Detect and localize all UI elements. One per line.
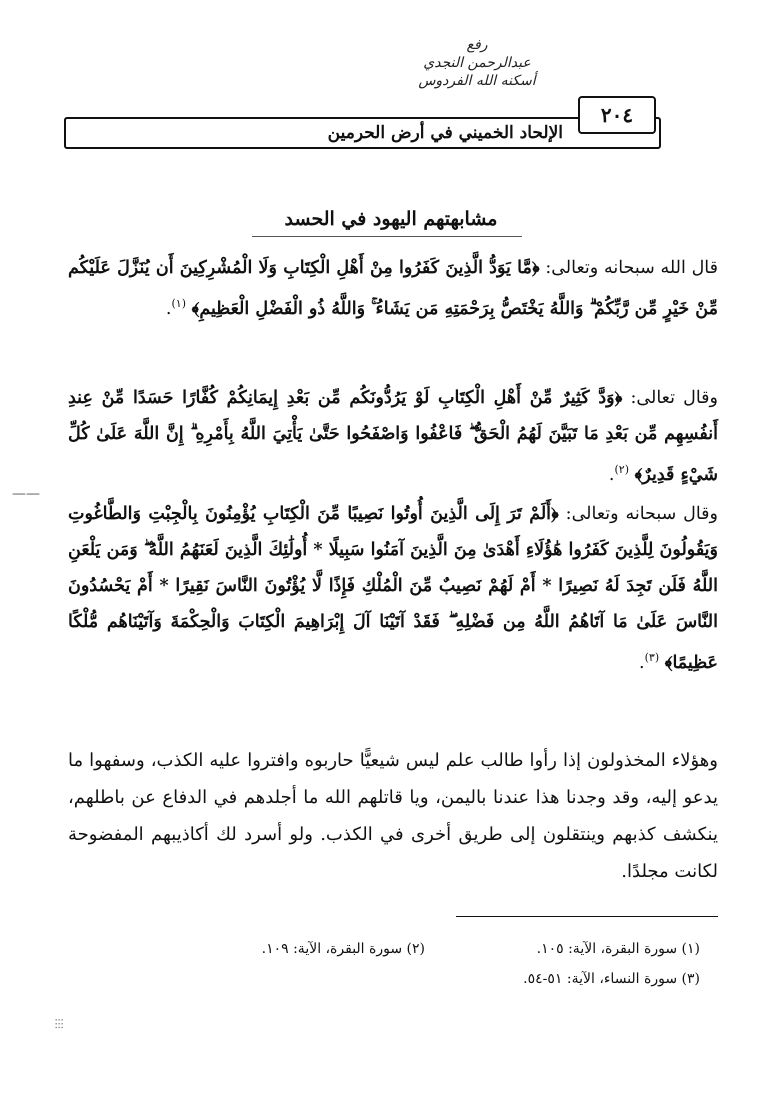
footnote-ref: (١) (171, 297, 186, 310)
intro-text: وقال تعالى: (630, 388, 718, 408)
quran-paragraph-2 (68, 380, 718, 493)
stamp-line-2: عبدالرحمن النجدي (423, 55, 531, 71)
owner-stamp (412, 36, 542, 90)
ayah-text: ﴿مَّا يَوَدُّ الَّذِينَ كَفَرُوا مِنْ أَهْلِ الْكِتَابِ وَلَا الْمُشْرِكِينَ أَن يُنَزَّلَ عَلَيْكُم مِّنْ خَيْرٍ مِّن رَّبِّكُمْ ۗ وَاللَّهُ يَخْتَصُّ بِرَحْمَتِهِ مَن يَشَاءُ ۚ وَاللَّهُ ذُو الْفَضْلِ الْعَظِيمِ﴾ (68, 258, 718, 319)
sentence-end: . (608, 464, 615, 485)
stamp-line-1: رفع (466, 37, 488, 53)
running-header (64, 117, 661, 149)
stamp-line-3: أسكنه الله الفردوس (418, 73, 536, 89)
footnote-ref: (٣) (644, 651, 660, 664)
quran-paragraph-1 (68, 250, 718, 327)
footnote-3: (٣) سورة النساء، الآية: ٥١-٥٤. (523, 971, 700, 987)
page-number: ٢٠٤ (578, 96, 656, 134)
sentence-end: . (639, 652, 645, 673)
footnotes (150, 934, 700, 994)
quran-paragraph-3 (68, 496, 718, 681)
heading-underline (252, 236, 522, 237)
running-title: الإلحاد الخميني في أرض الحرمين (327, 123, 563, 143)
sentence-end: . (165, 298, 172, 319)
intro-text: وقال سبحانه وتعالى: (565, 504, 718, 524)
footnote-ref: (٢) (614, 463, 630, 476)
scan-artifact: ⁝⁝⁝ (52, 1018, 66, 1030)
margin-mark: —— (12, 486, 40, 502)
footnote-separator (456, 916, 718, 917)
section-heading: مشابهتهم اليهود في الحسد (284, 208, 498, 230)
footnote-row (150, 934, 700, 964)
ayah-text: ﴿وَدَّ كَثِيرٌ مِّنْ أَهْلِ الْكِتَابِ لَوْ يَرُدُّونَكُم مِّن بَعْدِ إِيمَانِكُمْ كُفَّارًا حَسَدًا مِّنْ عِندِ أَنفُسِهِم مِّن بَعْدِ مَا تَبَيَّنَ لَهُمُ الْحَقُّ ۖ فَاعْفُوا وَاصْفَحُوا حَتَّىٰ يَأْتِيَ اللَّهُ بِأَمْرِهِ ۗ إِنَّ اللَّهَ عَلَىٰ كُلِّ شَيْءٍ قَدِيرٌ﴾ (68, 388, 718, 485)
intro-text: قال الله سبحانه وتعالى: (545, 258, 718, 278)
ayah-text: ﴿أَلَمْ تَرَ إِلَى الَّذِينَ أُوتُوا نَصِيبًا مِّنَ الْكِتَابِ يُؤْمِنُونَ بِالْجِبْتِ وَالطَّاغُوتِ وَيَقُولُونَ لِلَّذِينَ كَفَرُوا هَٰؤُلَاءِ أَهْدَىٰ مِنَ الَّذِينَ آمَنُوا سَبِيلًا * أُولَٰئِكَ الَّذِينَ لَعَنَهُمُ اللَّهُ ۖ وَمَن يَلْعَنِ اللَّهُ فَلَن تَجِدَ لَهُ نَصِيرًا * أَمْ لَهُمْ نَصِيبٌ مِّنَ الْمُلْكِ فَإِذًا لَّا يُؤْتُونَ النَّاسَ نَقِيرًا * أَمْ يَحْسُدُونَ النَّاسَ عَلَىٰ مَا آتَاهُمُ اللَّهُ مِن فَضْلِهِ ۖ فَقَدْ آتَيْنَا آلَ إِبْرَاهِيمَ الْكِتَابَ وَالْحِكْمَةَ وَآتَيْنَاهُم مُّلْكًا عَظِيمًا﴾ (68, 504, 718, 673)
footnote-2: (٢) سورة البقرة، الآية: ١٠٩. (261, 941, 425, 957)
prose-paragraph: وهؤلاء المخذولون إذا رأوا طالب علم ليس شيعيًّا حاربوه وافتروا عليه الكذب، وسفهوا ما يدعو إليه، وقد وجدنا هذا عندنا باليمن، ويا قاتلهم الله ما أجلدهم في الدفاع عن باطلهم، ينكشف كذبهم وينتقلون إلى طريق أخرى في الكذب. ولو أسرد لك أكاذيبهم المفضوحة لكانت مجلدًا. (68, 750, 718, 882)
footnote-row (150, 964, 700, 994)
footnote-1: (١) سورة البقرة، الآية: ١٠٥. (536, 941, 700, 957)
